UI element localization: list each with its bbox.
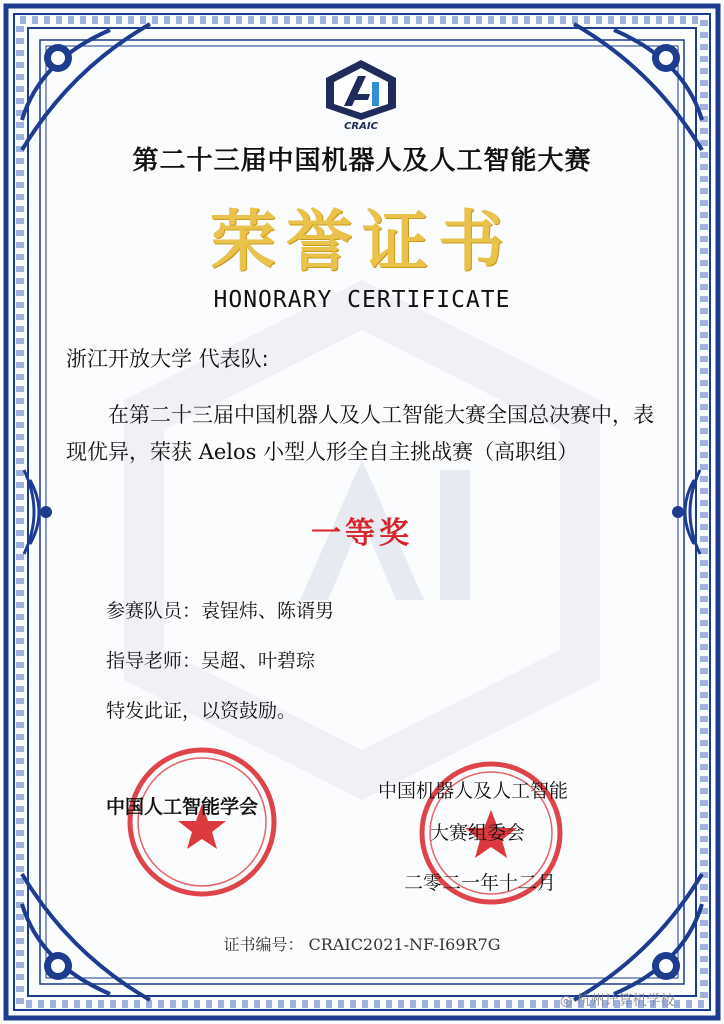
- wechat-icon: ◎: [560, 993, 573, 1009]
- advisors: 指导老师：吴超、叶碧琮: [106, 650, 316, 672]
- craic-logo-icon: [322, 58, 400, 130]
- team-members: 参赛队员：袁锃炜、陈谞男: [106, 600, 335, 622]
- award-description: 在第二十三届中国机器人及人工智能大赛全国总决赛中，表现优异，荣获 Aelos 小型人形全自主挑战赛（高职组）: [66, 403, 654, 464]
- issuer-left: 中国人工智能学会: [106, 796, 259, 818]
- source-watermark: [560, 990, 675, 1010]
- logo-brand-text: CRAIC: [344, 121, 378, 130]
- award-level: 一等奖: [311, 516, 413, 551]
- certificate-title-english: HONORARY CERTIFICATE: [213, 287, 511, 313]
- certificate-number: 证书编号： CRAIC2021-NF-I69R7G: [223, 935, 501, 954]
- issuer-right-line2: 大赛组委会: [430, 822, 526, 844]
- left-official-seal: [124, 744, 280, 900]
- certificate-title: 荣誉证书: [210, 202, 514, 280]
- event-title: 第二十三届中国机器人及人工智能大赛: [132, 146, 592, 176]
- issuer-right-line1: 中国机器人及人工智能: [378, 780, 569, 802]
- issue-date: 二零二一年十二月: [404, 872, 557, 894]
- closing-statement: 特发此证，以资鼓励。: [106, 700, 297, 722]
- recipient-name: 浙江开放大学 代表队:: [66, 347, 269, 371]
- source-watermark-text: 杭州计算机学校: [576, 993, 675, 1009]
